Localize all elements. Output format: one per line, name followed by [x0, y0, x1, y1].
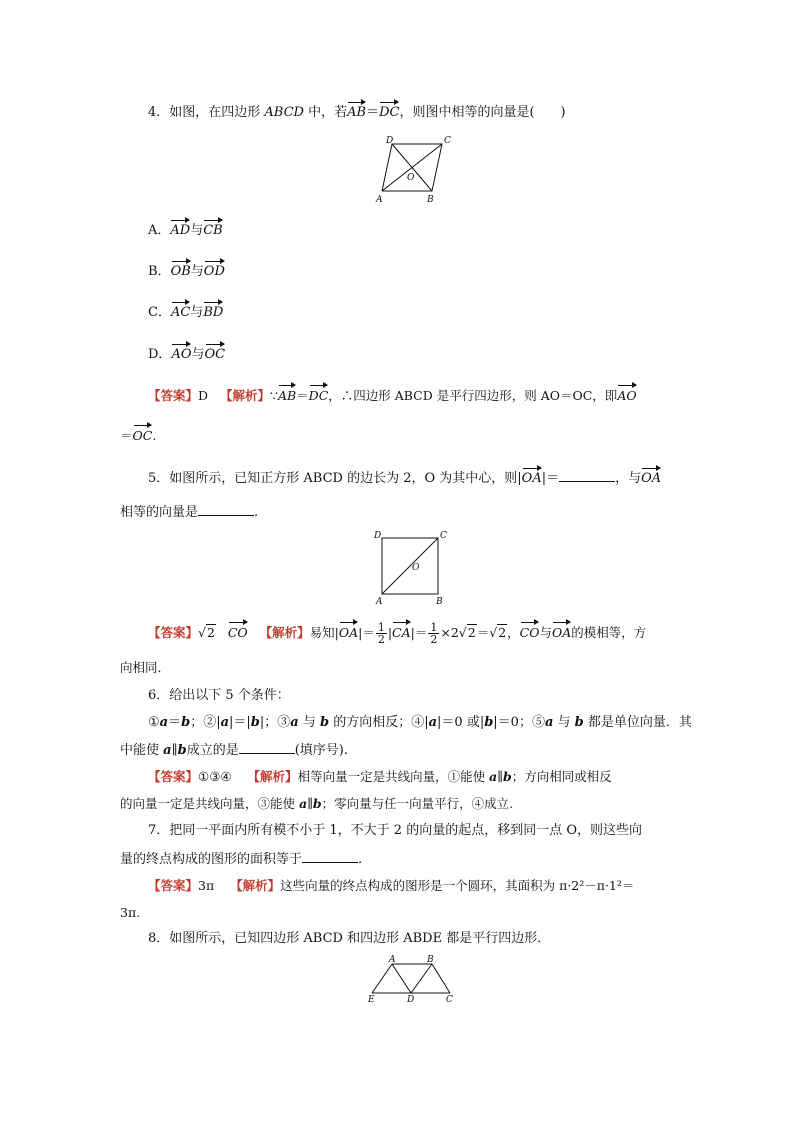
q5-fig-label-d: D	[374, 531, 382, 541]
q4-fig-label-o: O	[407, 173, 415, 183]
q4-stem-text-a: 4．如图，在四边形	[148, 105, 265, 120]
q5-analysis-line2: 向相同.	[120, 660, 162, 675]
q5-answer-line	[148, 622, 646, 645]
q6-stem-line3	[120, 740, 348, 761]
q4-figure-parallelogram	[372, 133, 458, 207]
q5-analysis-root: 2	[467, 625, 476, 640]
q4-analysis-a: ∵	[269, 388, 278, 403]
q6-cond-e: |；③	[259, 715, 291, 730]
q6-stem	[148, 686, 290, 706]
var-a: a	[544, 715, 554, 730]
option-vector-2: BD	[203, 303, 223, 323]
option-mid: 与	[191, 347, 205, 362]
q7-blank[interactable]	[302, 849, 358, 863]
q8-fig-label-e: E	[368, 995, 375, 1005]
q5-analysis-h: 与	[539, 625, 552, 640]
q4-option-d	[148, 345, 225, 365]
q5-stem-text-c: ，与	[615, 471, 642, 486]
q5-analysis-sqrt: √2	[458, 625, 476, 640]
q4-fig-label-c: C	[444, 136, 451, 146]
var-b: b	[312, 796, 322, 811]
q4-analysis-vector-oc: OC	[133, 426, 153, 446]
q5-analysis-vector-ca: CA	[392, 623, 411, 643]
q5-answer-root: 2	[206, 625, 215, 640]
q5-figure-square	[372, 530, 452, 606]
q8-figure-parallelograms	[362, 955, 466, 1007]
answer-tag: 【答案】	[148, 769, 199, 784]
option-mid: 与	[190, 223, 204, 238]
q8-fig-label-d: D	[407, 995, 415, 1005]
var-b: b	[502, 769, 512, 784]
q4-analysis-vector-ab: AB	[278, 386, 296, 406]
q4-stem-text-b: 中，若	[303, 105, 348, 120]
q5-analysis-vector-co: CO	[520, 623, 540, 643]
q5-fig-label-o: O	[412, 563, 420, 573]
q4-analysis-eq: ＝	[296, 388, 309, 403]
analysis-tag: 【解析】	[219, 388, 270, 403]
q4-option-a	[148, 221, 223, 241]
option-prefix: A．	[148, 223, 171, 238]
q7-analysis-line2: 3π.	[120, 905, 141, 920]
q6-cond-h: |＝0 或|	[437, 715, 485, 730]
q5-stem-text-d: 相等的向量是	[120, 505, 199, 520]
q4-analysis-end: .	[152, 428, 157, 443]
q6-analysis-a: 相等向量一定是共线向量，①能使	[297, 769, 490, 784]
q5-analysis-c: |	[387, 625, 393, 640]
q6-line2-d: (填序号).	[294, 743, 348, 758]
option-prefix: C．	[148, 305, 171, 320]
q8-stem	[148, 929, 550, 949]
var-b: b	[181, 715, 191, 730]
q7-answer-line	[148, 876, 634, 896]
q7-stem-text: 7．把同一平面内所有模不小于 1，不大于 2 的向量的起点，移到同一点 O，则这些向	[148, 823, 643, 838]
q7-analysis-text: 这些向量的终点构成的图形是一个圆环，其面积为 π·2²－π·1²＝	[280, 878, 635, 893]
var-a: a	[220, 715, 230, 730]
option-vector-2: OC	[205, 345, 226, 365]
q5-analysis-b: |＝	[358, 625, 375, 640]
q6-cond-j: 与	[553, 715, 575, 730]
q4-analysis-vector-dc: DC	[309, 386, 329, 406]
q4-analysis-b: ，∴四边形 ABCD 是平行四边形，则 AO＝OC，即	[328, 388, 618, 403]
frac-num: 1	[377, 621, 385, 634]
q6-parallel: ∥	[497, 769, 503, 784]
q4-analysis-c: ＝	[120, 428, 133, 443]
q5-vector-oa-2: OA	[641, 469, 661, 489]
q7-stem-line2	[120, 849, 362, 870]
option-mid: 与	[190, 264, 204, 279]
q6-cond-a: ①	[148, 715, 160, 730]
q6-cond-c: ；②|	[190, 715, 221, 730]
q6-cond-i: |＝0；⑤	[493, 715, 545, 730]
q4-fig-label-d: D	[386, 136, 394, 146]
q5-analysis-root-2: 2	[498, 625, 507, 640]
var-b: b	[177, 743, 187, 758]
q5-blank-1[interactable]	[559, 468, 615, 482]
answer-tag: 【答案】	[148, 625, 199, 640]
q5-blank-2[interactable]	[198, 502, 254, 516]
q7-stem-line1	[148, 821, 642, 841]
q5-fig-label-a: A	[376, 597, 383, 606]
analysis-tag: 【解析】	[230, 878, 281, 893]
q4-analysis-vector-ao: AO	[617, 386, 636, 406]
q5-fraction-2	[428, 622, 439, 645]
q6-cond-g: 的方向相反；④|	[329, 715, 429, 730]
q6-stem-text: 6．给出以下 5 个条件：	[148, 688, 290, 703]
q5-analysis-d: |＝	[410, 625, 428, 640]
q4-fig-label-a: A	[376, 195, 383, 205]
q6-answer-line-2	[120, 794, 513, 814]
q5-fig-label-b: B	[436, 597, 443, 606]
analysis-tag: 【解析】	[247, 769, 298, 784]
q7-answer-line-2	[120, 903, 140, 923]
q6-cond-b: ＝	[168, 715, 182, 730]
q5-answer-vector: CO	[228, 623, 248, 643]
option-prefix: D．	[148, 347, 172, 362]
q4-stem-text-c: ，则图中相等的向量是( )	[399, 105, 566, 120]
option-mid: 与	[190, 305, 204, 320]
q6-parallel: ∥	[307, 796, 313, 811]
var-a: a	[298, 796, 308, 811]
q6-conditions	[148, 713, 692, 733]
q6-blank[interactable]	[239, 740, 295, 754]
q4-answer-line-2	[120, 426, 156, 446]
answer-tag: 【答案】	[148, 388, 199, 403]
q8-fig-label-c: C	[446, 995, 453, 1005]
q8-fig-label-b: B	[427, 955, 434, 965]
q5-analysis-vector-oa-2: OA	[552, 623, 571, 643]
q5-analysis-i: 的模相等，方	[571, 625, 647, 640]
q6-line2-c: 成立的是	[186, 743, 239, 758]
q5-analysis-f: ＝	[476, 625, 490, 640]
var-b: b	[574, 715, 584, 730]
q4-vector-dc: DC	[379, 103, 399, 123]
option-vector-1: AC	[171, 303, 190, 323]
q4-quad-name: ABCD	[264, 105, 304, 120]
answer-tag: 【答案】	[148, 878, 199, 893]
q6-analysis-line2-a: 的向量一定是共线向量，③能使	[120, 796, 299, 811]
var-a: a	[163, 743, 172, 758]
q8-stem-text: 8．如图所示，已知四边形 ABCD 和四边形 ABDE 都是平行四边形．	[148, 931, 551, 946]
q4-equals: ＝	[366, 105, 380, 120]
q6-cond-f: 与	[298, 715, 320, 730]
q5-stem-line2	[120, 502, 258, 523]
q7-stem-end: .	[358, 852, 363, 867]
analysis-tag: 【解析】	[259, 625, 310, 640]
q4-option-c	[148, 303, 223, 323]
q6-analysis-b: ；方向相同或相反	[511, 769, 612, 784]
var-b: b	[319, 715, 330, 730]
q4-stem	[148, 103, 566, 123]
q6-answer-line	[148, 767, 612, 787]
var-a: a	[489, 769, 498, 784]
q4-answer-value: D	[198, 388, 209, 403]
q4-option-b	[148, 262, 225, 282]
q5-stem-text-b: |＝	[541, 471, 560, 486]
var-a: a	[159, 715, 169, 730]
q7-stem-text-2: 量的终点构成的图形的面积等于	[120, 852, 303, 867]
q5-analysis-vector-oa: OA	[339, 623, 358, 643]
option-vector-1: AD	[170, 221, 190, 241]
q8-fig-label-a: A	[389, 955, 396, 965]
q6-answer-value: ①③④	[198, 769, 232, 784]
q6-cond-k: 都是单位向量．其	[583, 715, 692, 730]
var-b: b	[250, 715, 260, 730]
q5-answer-line-2	[120, 658, 161, 678]
q6-cond-d: |＝|	[229, 715, 251, 730]
q5-stem-line1	[148, 468, 661, 489]
q5-analysis-a: 易知|	[309, 625, 339, 640]
q6-line2-a: 中能使	[120, 743, 164, 758]
q5-vector-oa: OA	[522, 469, 542, 489]
var-a: a	[290, 715, 299, 730]
q4-fig-label-b: B	[427, 195, 434, 205]
q7-answer-value: 3π	[198, 878, 215, 893]
option-vector-1: AO	[171, 345, 191, 365]
q4-answer-line	[148, 386, 637, 406]
q6-line2-b: ∥	[171, 743, 178, 758]
option-vector-2: CB	[203, 221, 223, 241]
q5-fraction-1	[376, 622, 387, 645]
q5-answer-sqrt: √2	[198, 625, 215, 640]
q6-analysis-line2-b: ；零向量与任一向量平行，④成立.	[321, 796, 514, 811]
frac-den: 2	[377, 633, 385, 646]
q4-vector-ab: AB	[347, 103, 366, 123]
q5-analysis-g: ，	[507, 625, 520, 640]
option-vector-2: OD	[204, 262, 225, 282]
q5-analysis-e: ×2	[440, 625, 459, 640]
var-a: a	[428, 715, 438, 730]
q5-stem-text-e: .	[254, 505, 259, 520]
q5-stem-text-a: 5．如图所示，已知正方形 ABCD 的边长为 2，O 为其中心，则|	[148, 471, 522, 486]
option-vector-1: OB	[171, 262, 191, 282]
option-prefix: B．	[148, 264, 171, 279]
frac-num: 1	[430, 621, 438, 634]
frac-den: 2	[430, 633, 438, 646]
var-b: b	[484, 715, 494, 730]
q5-analysis-sqrt-2: √2	[489, 625, 507, 640]
q5-fig-label-c: C	[440, 531, 447, 541]
